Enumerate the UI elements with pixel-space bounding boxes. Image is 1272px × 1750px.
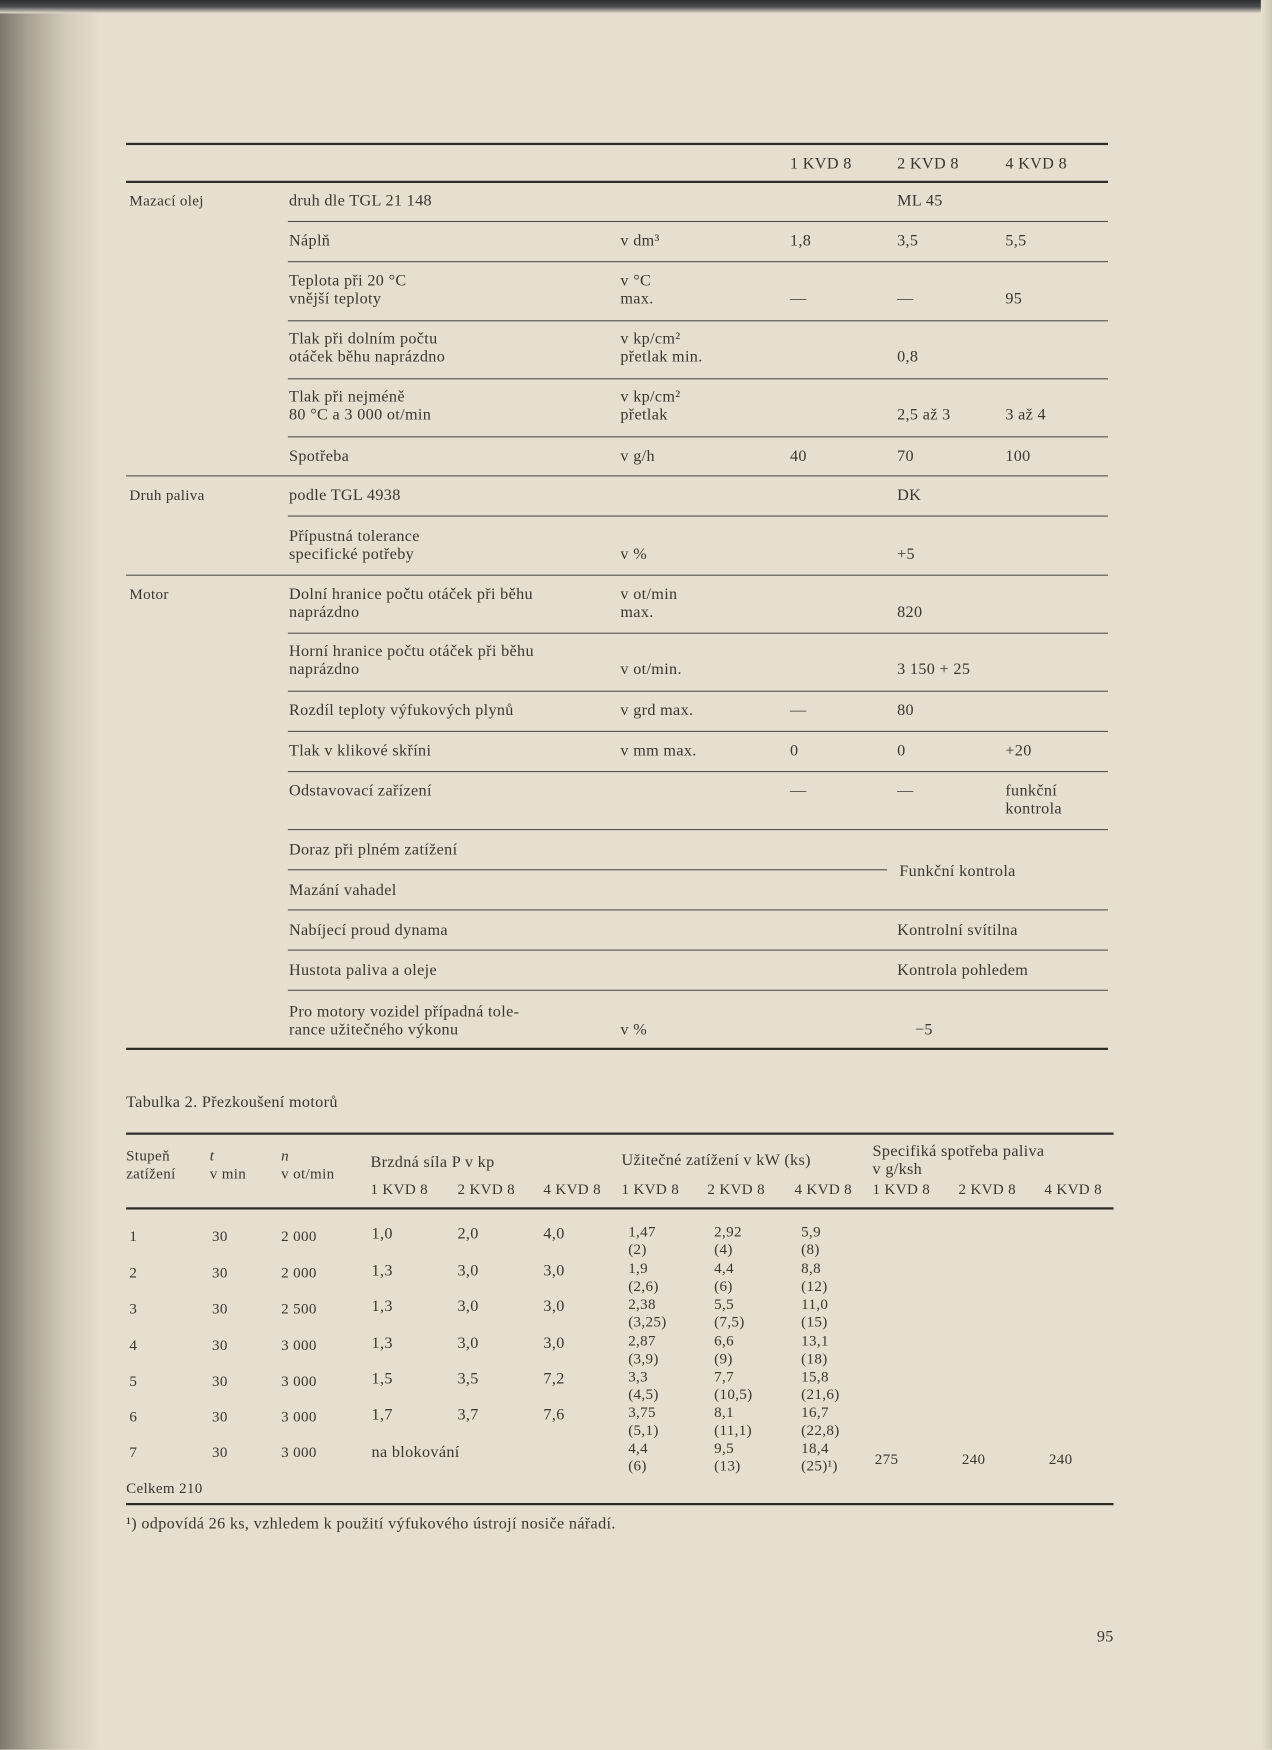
load-cell: 11,0 (15): [801, 1295, 829, 1331]
row-rule: [288, 829, 1108, 830]
load-cell: 4,4 (6): [628, 1439, 649, 1474]
stage-cell: 3: [129, 1299, 138, 1317]
merged-value: Funkční kontrola: [899, 862, 1016, 881]
cell-value: —: [897, 782, 914, 801]
parameter-label: Doraz při plném zatížení: [288, 841, 458, 860]
sub-column-header: 1 KVD 8: [621, 1180, 680, 1198]
brake-cell: 1,7: [371, 1405, 393, 1424]
unit-label: v ot/min.: [620, 660, 682, 679]
brake-cell: 3,0: [543, 1297, 565, 1316]
load-cell: 3,75 (5,1): [628, 1403, 659, 1439]
brake-cell: 7,6: [543, 1405, 565, 1424]
t-cell: 30: [212, 1227, 228, 1245]
load-cell: 4,4 (6): [714, 1259, 734, 1295]
merged-value: Kontrola pohledem: [897, 961, 1029, 980]
unit-label: v °C max.: [620, 272, 654, 308]
sub-column-header: 2 KVD 8: [457, 1180, 516, 1198]
parameter-label: Dolní hranice počtu otáček při běhu naprázdno: [288, 585, 533, 622]
unit-label: v g/h: [620, 447, 655, 466]
parameter-label: Tlak při dolním počtu otáček běhu naprázdno: [288, 330, 446, 366]
column-header: Specifiká spotřeba paliva v g/ksh: [872, 1142, 1045, 1179]
parameter-label: Spotřeba: [288, 447, 350, 466]
parameter-label: druh dle TGL 21 148: [288, 191, 432, 210]
parameter-label: Tlak při nejméně 80 °C a 3 000 ot/min: [288, 388, 432, 425]
parameter-label: Rozdíl teploty výfukových plynů: [288, 701, 514, 720]
stage-cell: 7: [129, 1443, 138, 1461]
row-rule: [126, 575, 1108, 576]
n-cell: 2 000: [281, 1227, 317, 1245]
cell-value: —: [789, 290, 807, 308]
row-rule: [288, 909, 1108, 910]
t-cell: 30: [212, 1372, 228, 1390]
unit-label: v kp/cm² přetlak: [620, 388, 681, 425]
column-header: 2 KVD 8: [897, 155, 959, 173]
sub-column-header: 1 KVD 8: [872, 1180, 931, 1198]
row-rule: [288, 515, 1108, 516]
merged-value: −5: [914, 1020, 933, 1039]
row-rule: [288, 378, 1108, 379]
footnote: ¹) odpovídá 26 ks, vzhledem k použití výfukového ústrojí nosiče nářadí.: [126, 1515, 616, 1534]
t-cell: 30: [212, 1336, 228, 1354]
n-cell: 2 500: [281, 1299, 317, 1317]
load-cell: 2,87 (3,9): [628, 1332, 659, 1367]
brake-cell: 1,5: [371, 1370, 393, 1389]
unit-label: v %: [620, 1020, 648, 1039]
load-cell: 18,4 (25)¹): [801, 1439, 838, 1474]
cell-value: —: [789, 782, 807, 801]
sub-column-header: 2 KVD 8: [958, 1180, 1017, 1198]
load-cell: 5,9 (8): [801, 1222, 821, 1258]
unit-label: v ot/min max.: [620, 585, 678, 622]
merged-value: +5: [897, 545, 915, 564]
t-cell: 30: [212, 1443, 228, 1461]
merged-value: 3 150 + 25: [897, 660, 971, 679]
table-caption: Tabulka 2. Přezkoušení motorů: [126, 1093, 338, 1112]
merged-value: ML 45: [897, 191, 943, 210]
table-bottom-rule: [126, 1503, 1113, 1505]
parameter-label: Tlak v klikové skříni: [288, 742, 432, 760]
brake-cell: 1,0: [371, 1225, 393, 1244]
load-cell: 2,92 (4): [714, 1222, 742, 1258]
column-header: Brzdná síla P v kp: [370, 1153, 495, 1172]
unit-label: v kp/cm² přetlak min.: [620, 330, 703, 366]
cell-value: 0: [789, 742, 799, 760]
stage-cell: 4: [129, 1336, 138, 1354]
cell-value: 80: [897, 701, 914, 720]
cell-value: 95: [1005, 290, 1023, 308]
column-header: 4 KVD 8: [1005, 155, 1068, 173]
row-rule: [288, 771, 1108, 772]
cell-value: 1,8: [789, 232, 812, 250]
merged-value: 0,8: [897, 348, 919, 366]
row-rule: [288, 320, 1108, 321]
row-rule: [126, 475, 1108, 476]
brake-cell: 7,2: [543, 1370, 565, 1389]
parameter-label: Horní hranice počtu otáček při běhu naprázdno: [288, 642, 534, 679]
row-rule: [288, 221, 1108, 222]
column-header: Užitečné zatížení v kW (ks): [621, 1151, 811, 1170]
sub-column-header: 2 KVD 8: [707, 1180, 766, 1198]
cell-value: 40: [789, 447, 807, 466]
header-rule: [126, 181, 1108, 183]
row-rule: [288, 990, 1108, 991]
load-cell: 2,38 (3,25): [628, 1295, 667, 1331]
stage-cell: 5: [129, 1372, 138, 1390]
column-header: Stupeň zatížení: [126, 1147, 176, 1182]
scan-edge: [0, 0, 1272, 13]
brake-cell: 1,3: [371, 1297, 393, 1316]
cell-value: 5,5: [1005, 232, 1027, 250]
unit-label: v dm³: [620, 232, 660, 250]
brake-cell: 3,7: [457, 1405, 479, 1424]
spec-cell: 275: [874, 1450, 899, 1468]
cell-value: 2,5 až 3: [897, 406, 951, 425]
table-top-rule: [126, 143, 1108, 145]
cell-value: 3,5: [897, 232, 919, 250]
sub-column-header: 4 KVD 8: [794, 1180, 853, 1198]
cell-value: 100: [1005, 447, 1031, 466]
row-rule: [288, 261, 1108, 262]
spec-cell: 240: [961, 1450, 986, 1468]
t-cell: 30: [212, 1299, 228, 1317]
unit-label: v mm max.: [620, 742, 697, 760]
book-binding-shadow: [0, 0, 100, 1750]
page-number: 95: [1096, 1627, 1114, 1646]
cell-value: 3 až 4: [1005, 406, 1046, 425]
load-cell: 15,8 (21,6): [801, 1367, 840, 1403]
load-cell: 5,5 (7,5): [714, 1295, 745, 1331]
merged-value: DK: [897, 486, 922, 505]
parameter-label: Pro motory vozidel případná tole- rance užitečného výkonu: [288, 1003, 520, 1039]
parameter-label: Přípustná tolerance specifické potřeby: [288, 527, 420, 564]
parameter-label: Teplota při 20 °C vnější teploty: [288, 272, 407, 308]
cell-value: 70: [897, 447, 914, 466]
row-group-label: Mazací olej: [129, 191, 204, 209]
brake-cell: 3,0: [543, 1261, 565, 1280]
row-rule: [288, 633, 1108, 634]
row-group-label: Druh paliva: [129, 486, 205, 504]
load-cell: 8,1 (11,1): [714, 1403, 752, 1439]
n-cell: 2 000: [281, 1264, 317, 1281]
header-rule: [126, 1207, 1113, 1209]
cell-value: funkční kontrola: [1005, 782, 1062, 818]
load-cell: 9,5 (13): [714, 1439, 741, 1474]
t-cell: 30: [212, 1264, 228, 1281]
row-rule: [288, 436, 1108, 437]
brake-cell: 2,0: [457, 1225, 479, 1244]
unit-label: v %: [620, 545, 648, 564]
sub-column-header: 4 KVD 8: [1044, 1180, 1102, 1198]
t-cell: 30: [212, 1408, 228, 1425]
brake-cell: 1,3: [371, 1261, 393, 1280]
brake-cell: 3,0: [457, 1297, 479, 1316]
brake-cell: 3,0: [457, 1334, 479, 1353]
parameter-label: Hustota paliva a oleje: [288, 961, 437, 980]
column-header: t v min: [209, 1147, 247, 1182]
row-rule: [288, 950, 1108, 951]
cell-value: —: [897, 290, 914, 308]
stage-cell: 2: [129, 1264, 138, 1281]
n-cell: 3 000: [281, 1443, 317, 1461]
parameter-label: Nabíjecí proud dynama: [288, 921, 448, 940]
parameter-label: podle TGL 4938: [288, 486, 401, 505]
brake-cell: 3,0: [543, 1334, 565, 1353]
cell-value: 0: [897, 742, 906, 760]
stage-cell: 1: [129, 1227, 138, 1245]
stage-cell: 6: [129, 1408, 138, 1425]
unit-label: v grd max.: [620, 701, 694, 720]
row-rule: [288, 869, 887, 870]
n-cell: 3 000: [281, 1336, 317, 1354]
brake-cell: 3,5: [457, 1370, 479, 1389]
load-cell: 1,9 (2,6): [628, 1259, 659, 1295]
row-group-label: Motor: [129, 585, 169, 603]
parameter-label: Odstavovací zařízení: [288, 782, 432, 801]
brake-cell: 1,3: [371, 1334, 393, 1353]
load-cell: 13,1 (18): [801, 1332, 829, 1367]
load-cell: 1,47 (2): [628, 1222, 656, 1258]
row-rule: [288, 691, 1108, 692]
cell-value: +20: [1005, 742, 1032, 760]
brake-cell: 4,0: [543, 1225, 565, 1244]
parameter-label: Náplň: [288, 232, 331, 250]
cell-value: —: [789, 701, 807, 720]
row-rule: [288, 731, 1108, 732]
load-cell: 16,7 (22,8): [801, 1403, 840, 1439]
total-label: Celkem 210: [126, 1479, 203, 1497]
load-cell: 8,8 (12): [801, 1259, 828, 1295]
brake-cell: 3,0: [457, 1261, 479, 1280]
n-cell: 3 000: [281, 1408, 317, 1425]
column-header: 1 KVD 8: [789, 155, 852, 173]
merged-value: Kontrolní svítilna: [897, 921, 1018, 940]
merged-value: 820: [897, 603, 923, 622]
brake-cell: na blokování: [371, 1443, 460, 1462]
parameter-label: Mazání vahadel: [288, 881, 397, 900]
spec-cell: 240: [1048, 1450, 1073, 1468]
load-cell: 6,6 (9): [714, 1332, 734, 1367]
sub-column-header: 1 KVD 8: [370, 1180, 429, 1198]
load-cell: 3,3 (4,5): [628, 1367, 659, 1403]
page-edge: [1261, 0, 1272, 1750]
table-bottom-rule: [126, 1048, 1108, 1050]
load-cell: 7,7 (10,5): [714, 1367, 753, 1403]
sub-column-header: 4 KVD 8: [543, 1180, 601, 1198]
n-cell: 3 000: [281, 1372, 317, 1390]
column-header: n v ot/min: [281, 1147, 335, 1182]
table-top-rule: [126, 1133, 1113, 1135]
